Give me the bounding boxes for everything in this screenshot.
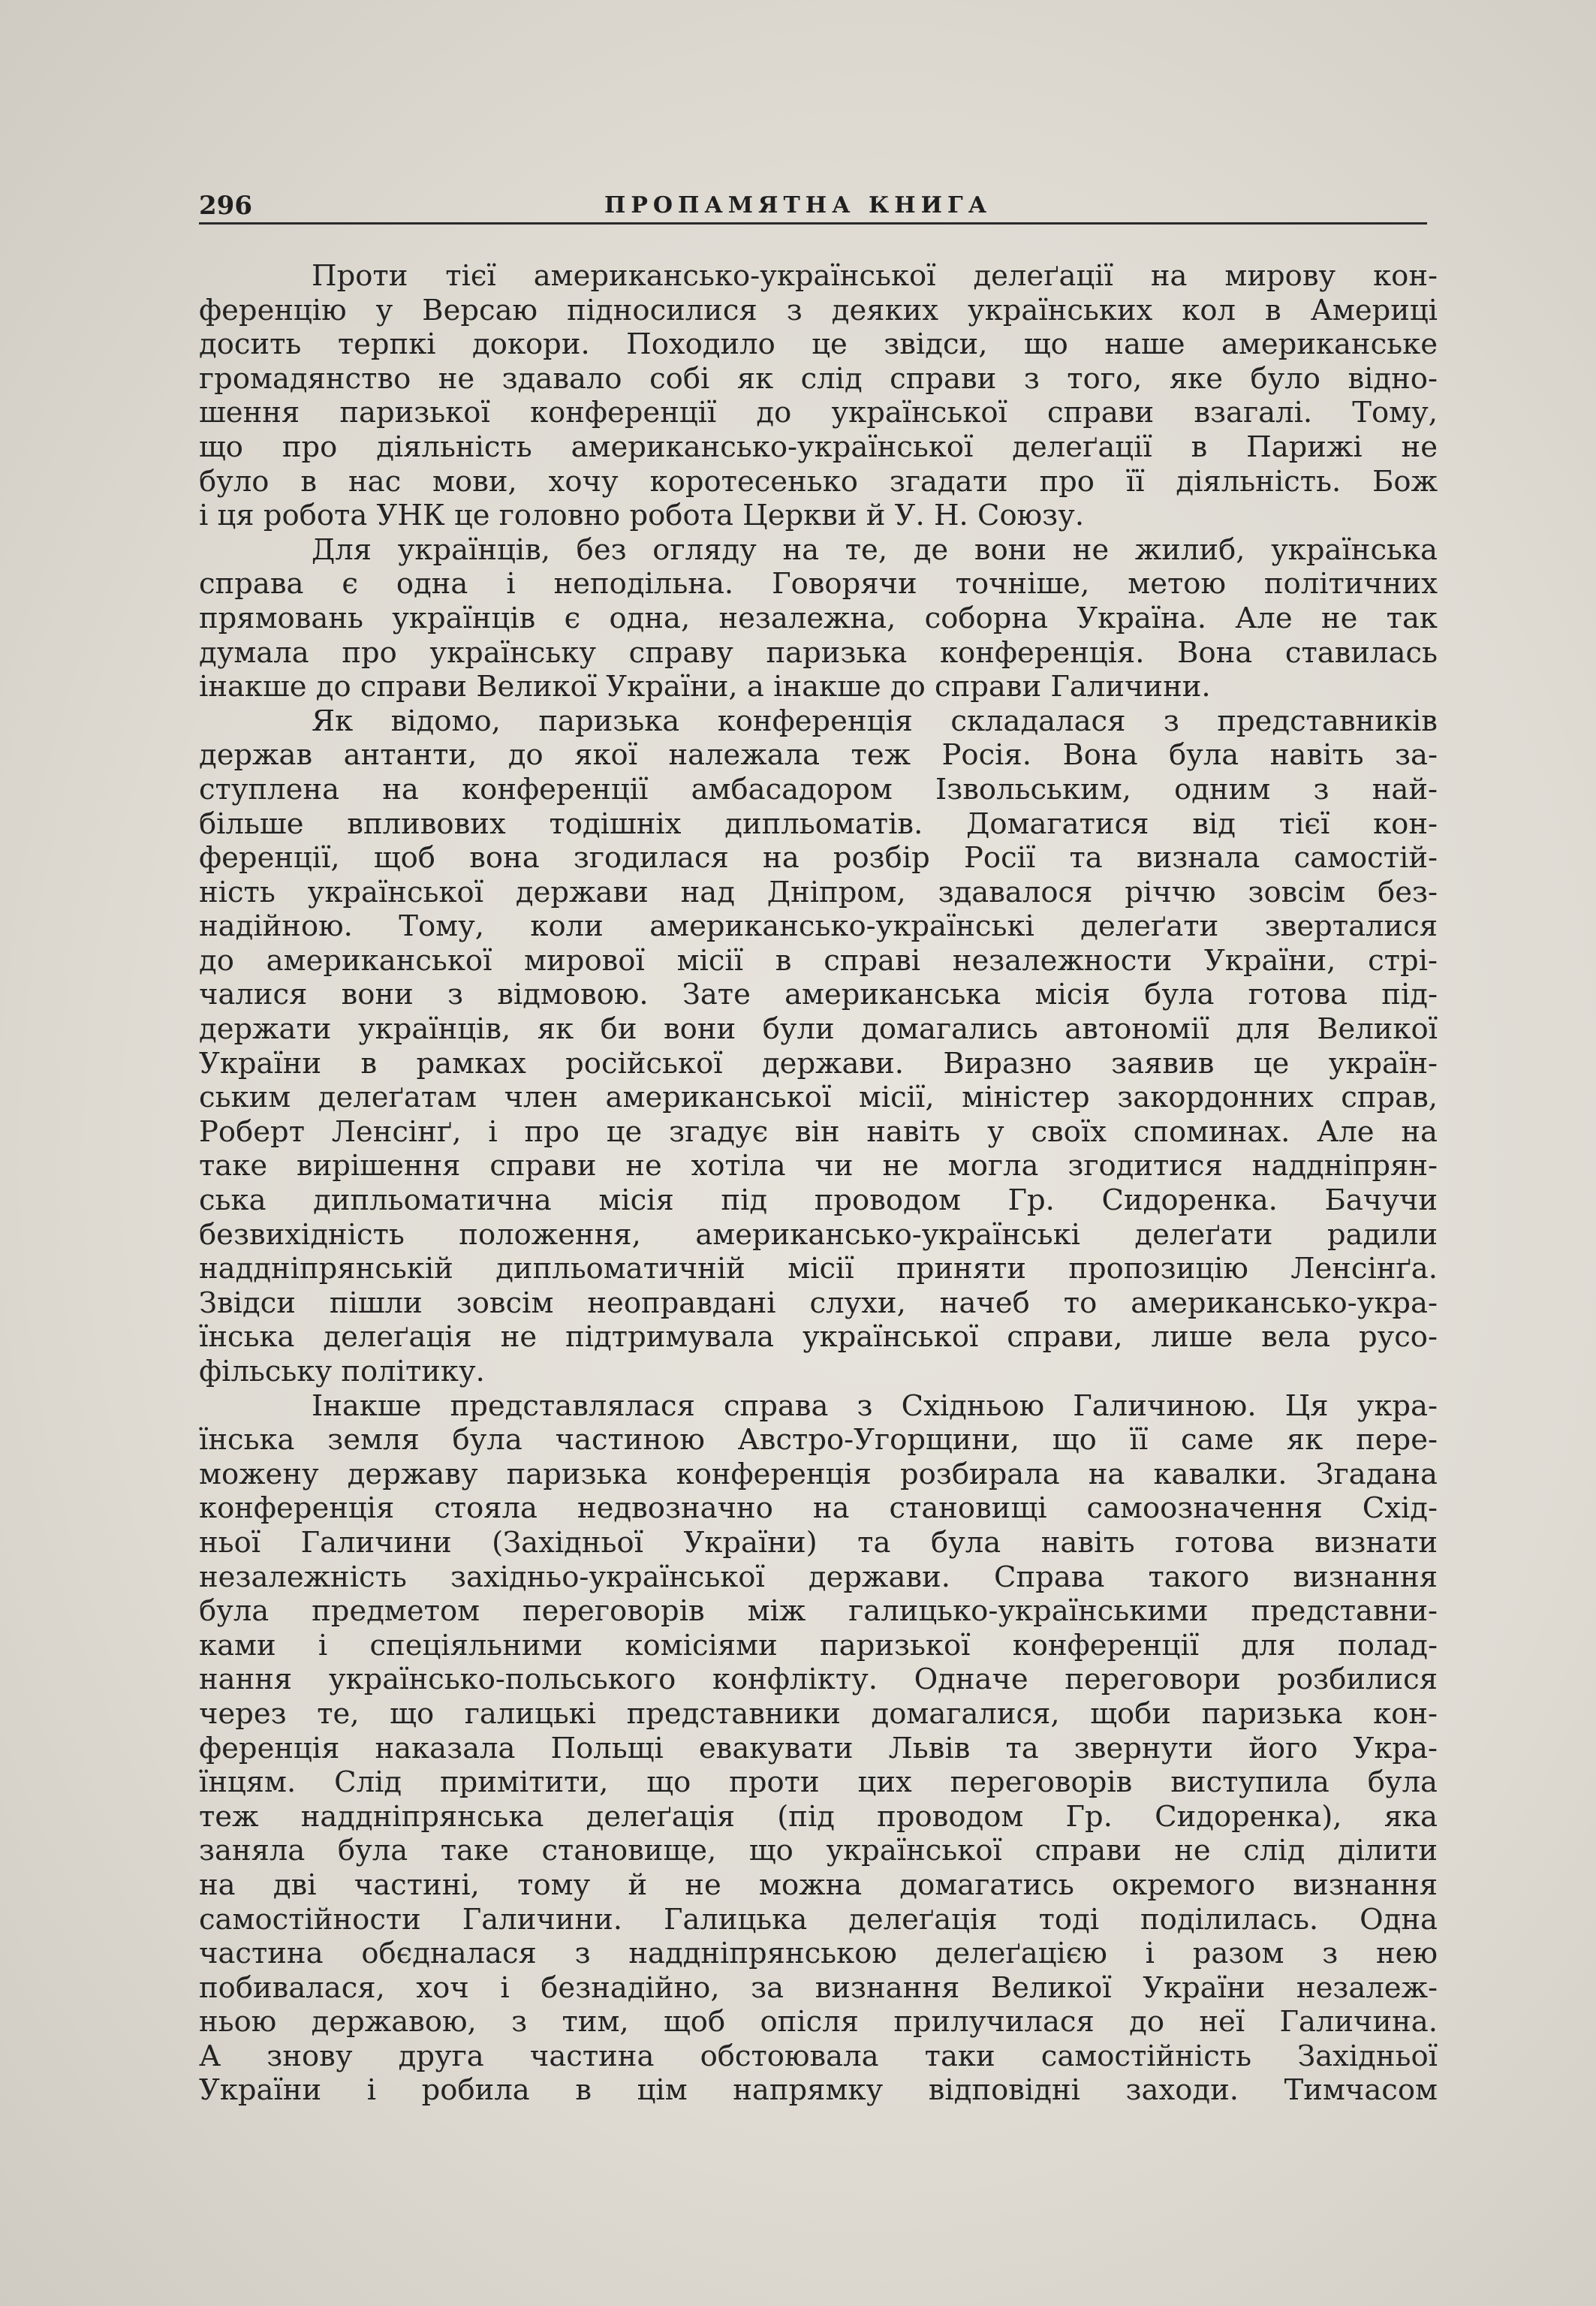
text-line: ками і спеціяльними комісіями паризької конференції для полад- <box>199 1628 1438 1662</box>
text-line: було в нас мови, хочу коротесенько згадати про її діяльність. Бож <box>199 464 1438 499</box>
text-line: Інакше представлялася справа з Східньою Галичиною. Ця укра- <box>312 1388 1438 1423</box>
text-line: ференція наказала Польщі евакувати Львів та звернути його Укра- <box>199 1731 1438 1765</box>
text-line: теж наддніпрянська делеґація (під проводом Гр. Сидоренка), яка <box>199 1799 1438 1834</box>
text-line: до американської мирової місії в справі незалежности України, стрі- <box>199 943 1438 978</box>
body-text <box>199 259 1438 2108</box>
text-line: інакше до справи Великої України, а інакше до справи Галичини. <box>199 670 1211 704</box>
text-line: була предметом переговорів між галицько-українськими представни- <box>199 1594 1438 1629</box>
text-line: ська дипльоматична місія під проводом Гр. Сидоренка. Бачучи <box>199 1183 1438 1218</box>
text-line: прямовань українців є одна, незалежна, соборна Україна. Але не так <box>199 601 1438 635</box>
text-line: ньою державою, з тим, щоб опісля прилучилася до неї Галичина. <box>199 2005 1438 2039</box>
text-line: громадянство не здавало собі як слід справи з того, яке було відно- <box>199 361 1438 396</box>
text-line: Як відомо, паризька конференція складалася з представників <box>312 704 1438 738</box>
text-line: Роберт Ленсінґ, і про це згадує він навіть у своїх споминах. Але на <box>199 1114 1438 1149</box>
page-header <box>199 189 1427 225</box>
text-line: надійною. Тому, коли американсько-українські делеґати зверталися <box>199 909 1438 944</box>
text-line: ференцію у Версаю підносилися з деяких українських кол в Америці <box>199 293 1438 327</box>
text-line: таке вирішення справи не хотіла чи не могла згодитися наддніпрян- <box>199 1149 1438 1183</box>
text-line: справа є одна і неподільна. Говорячи точніше, метою політичних <box>199 567 1438 601</box>
text-line: ференції, щоб вона згодилася на розбір Росії та визнала самостій- <box>199 841 1438 876</box>
paragraph <box>199 533 1438 704</box>
text-line: на дві частині, тому й не можна домагатись окремого визнання <box>199 1867 1438 1902</box>
text-line: А знову друга частина обстоювала таки самостійність Західньої <box>199 2039 1438 2073</box>
text-line: України і робила в цім напрямку відповідні заходи. Тимчасом <box>199 2073 1438 2108</box>
paragraph <box>199 704 1438 1389</box>
page-number: 296 <box>199 191 252 221</box>
text-line: думала про українську справу паризька конференція. Вона ставилась <box>199 635 1438 670</box>
paragraph <box>199 259 1438 533</box>
text-line: частина обєдналася з наддніпрянською делеґацією і разом з нею <box>199 1937 1438 1971</box>
text-line: їнцям. Слід примітити, що проти цих переговорів виступила була <box>199 1765 1438 1800</box>
text-line: ньої Галичини (Західньої України) та була навіть готова визнати <box>199 1525 1438 1560</box>
text-line: конференція стояла недвозначно на становищі самоозначення Схід- <box>199 1491 1438 1526</box>
text-line: досить терпкі докори. Походило це звідси, що наше американське <box>199 327 1438 362</box>
text-line: їнська земля була частиною Австро-Угорщини, що її саме як пере- <box>199 1423 1438 1457</box>
text-line: незалежність західньо-української держави. Справа такого визнання <box>199 1560 1438 1594</box>
text-line: наддніпрянській дипльоматичній місії приняти пропозицію Ленсінґа. <box>199 1252 1438 1286</box>
text-line: ським делеґатам член американської місії, міністер закордонних справ, <box>199 1081 1438 1115</box>
text-line: і ця робота УНК це головно робота Церкви й У. Н. Союзу. <box>199 499 1085 533</box>
text-line: більше впливових тодішніх дипльоматів. Домагатися від тієї кон- <box>199 806 1438 841</box>
text-line: шення паризької конференції до української справи взагалі. Тому, <box>199 396 1438 430</box>
text-line: Для українців, без огляду на те, де вони не жилиб, українська <box>312 532 1438 567</box>
text-line: безвихідність положення, американсько-українські делеґати радили <box>199 1217 1438 1252</box>
text-line: самостійности Галичини. Галицька делеґація тоді поділилась. Одна <box>199 1902 1438 1937</box>
text-line: через те, що галицькі представники домагалися, щоби паризька кон- <box>199 1696 1438 1731</box>
text-line: держати українців, як би вони були домагались автономії для Великої <box>199 1012 1438 1047</box>
text-line: нання українсько-польського конфлікту. Одначе переговори розбилися <box>199 1662 1438 1697</box>
text-line: України в рамках російської держави. Виразно заявив це україн- <box>199 1046 1438 1081</box>
paragraph <box>199 1389 1438 2108</box>
text-line: ність української держави над Дніпром, здавалося річчю зовсім без- <box>199 875 1438 909</box>
text-line: можену державу паризька конференція розбирала на кавалки. Згадана <box>199 1457 1438 1491</box>
text-line: держав антанти, до якої належала теж Росія. Вона була навіть за- <box>199 738 1438 773</box>
text-line: ступлена на конференції амбасадором Ізвольським, одним з най- <box>199 772 1438 806</box>
text-line: їнська делеґація не підтримувала української справи, лише вела русо- <box>199 1320 1438 1355</box>
running-title: ПРОПАМЯТНА КНИГА <box>604 192 992 219</box>
text-line: чалися вони з відмовою. Зате американська місія була готова під- <box>199 978 1438 1012</box>
text-line: що про діяльність американсько-української делеґації в Парижі не <box>199 430 1438 464</box>
text-line: фільську політику. <box>199 1355 485 1388</box>
text-line: заняла була таке становище, що української справи не слід ділити <box>199 1834 1438 1868</box>
text-line: Проти тієї американсько-української делеґації на мирову кон- <box>312 259 1438 293</box>
text-line: Звідси пішли зовсім неоправдані слухи, начеб то американсько-укра- <box>199 1286 1438 1320</box>
text-line: побивалася, хоч і безнадійно, за визнання Великої України незалеж- <box>199 1970 1438 2005</box>
